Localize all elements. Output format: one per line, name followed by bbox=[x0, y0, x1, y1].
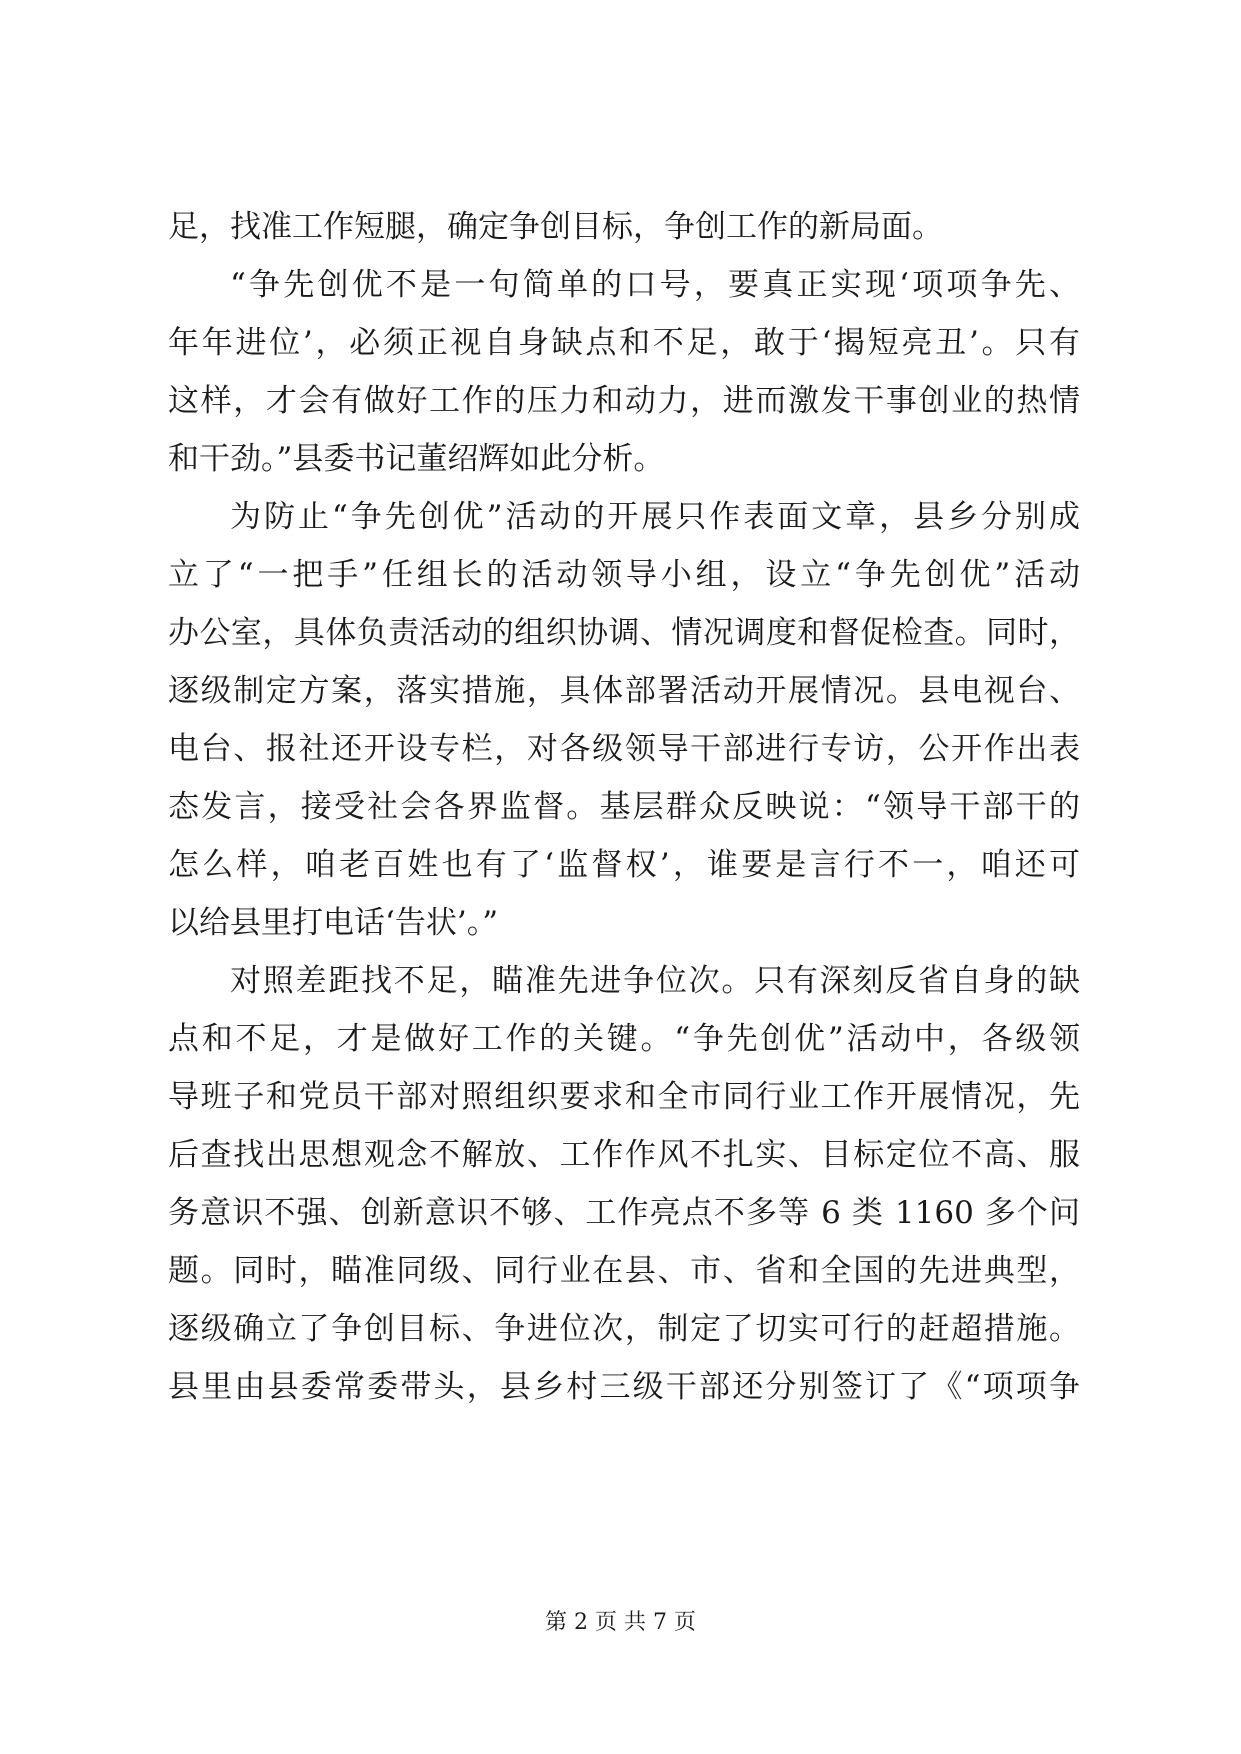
text-line: 电台、报社还开设专栏，对各级领导干部进行专访，公开作出表 bbox=[168, 731, 1080, 767]
text-line: 点和不足，才是做好工作的关键。“争先创优”活动中，各级领 bbox=[168, 1021, 1080, 1057]
text-line: 县里由县委常委带头，县乡村三级干部还分别签订了《“项项争 bbox=[168, 1369, 1080, 1405]
text-line: 务意识不强、创新意识不够、工作亮点不多等 6 类 1160 多个问 bbox=[168, 1195, 1080, 1231]
text-line: 以给县里打电话‘告状’。” bbox=[168, 905, 499, 941]
text-line: 对照差距找不足，瞄准先进争位次。只有深刻反省自身的缺 bbox=[230, 963, 1080, 999]
document-body bbox=[168, 198, 1080, 1416]
text-line: 办公室，具体负责活动的组织协调、情况调度和督促检查。同时， bbox=[168, 615, 1080, 651]
text-line: 题。同时，瞄准同级、同行业在县、市、省和全国的先进典型， bbox=[168, 1253, 1080, 1289]
text-line: 和干劲。”县委书记董绍辉如此分析。 bbox=[168, 441, 665, 477]
text-line: 逐级制定方案，落实措施，具体部署活动开展情况。县电视台、 bbox=[168, 673, 1080, 709]
text-line: “争先创优不是一句简单的口号，要真正实现‘项项争先、 bbox=[230, 267, 1080, 303]
text-line: 年年进位’，必须正视自身缺点和不足，敢于‘揭短亮丑’。只有 bbox=[168, 325, 1080, 361]
text-line: 怎么样，咱老百姓也有了‘监督权’，谁要是言行不一，咱还可 bbox=[168, 847, 1080, 883]
page-footer: 第 2 页 共 7 页 bbox=[545, 1610, 696, 1635]
text-line: 态发言，接受社会各界监督。基层群众反映说：“领导干部干的 bbox=[168, 789, 1080, 825]
text-line: 足，找准工作短腿，确定争创目标，争创工作的新局面。 bbox=[168, 209, 943, 245]
text-line: 后查找出思想观念不解放、工作作风不扎实、目标定位不高、服 bbox=[168, 1137, 1080, 1173]
text-line: 导班子和党员干部对照组织要求和全市同行业工作开展情况，先 bbox=[168, 1079, 1080, 1115]
text-line: 为防止“争先创优”活动的开展只作表面文章，县乡分别成 bbox=[230, 499, 1080, 535]
text-line: 立了“一把手”任组长的活动领导小组，设立“争先创优”活动 bbox=[168, 557, 1080, 593]
text-line: 逐级确立了争创目标、争进位次，制定了切实可行的赶超措施。 bbox=[168, 1311, 1080, 1347]
text-line: 这样，才会有做好工作的压力和动力，进而激发干事创业的热情 bbox=[168, 383, 1080, 419]
